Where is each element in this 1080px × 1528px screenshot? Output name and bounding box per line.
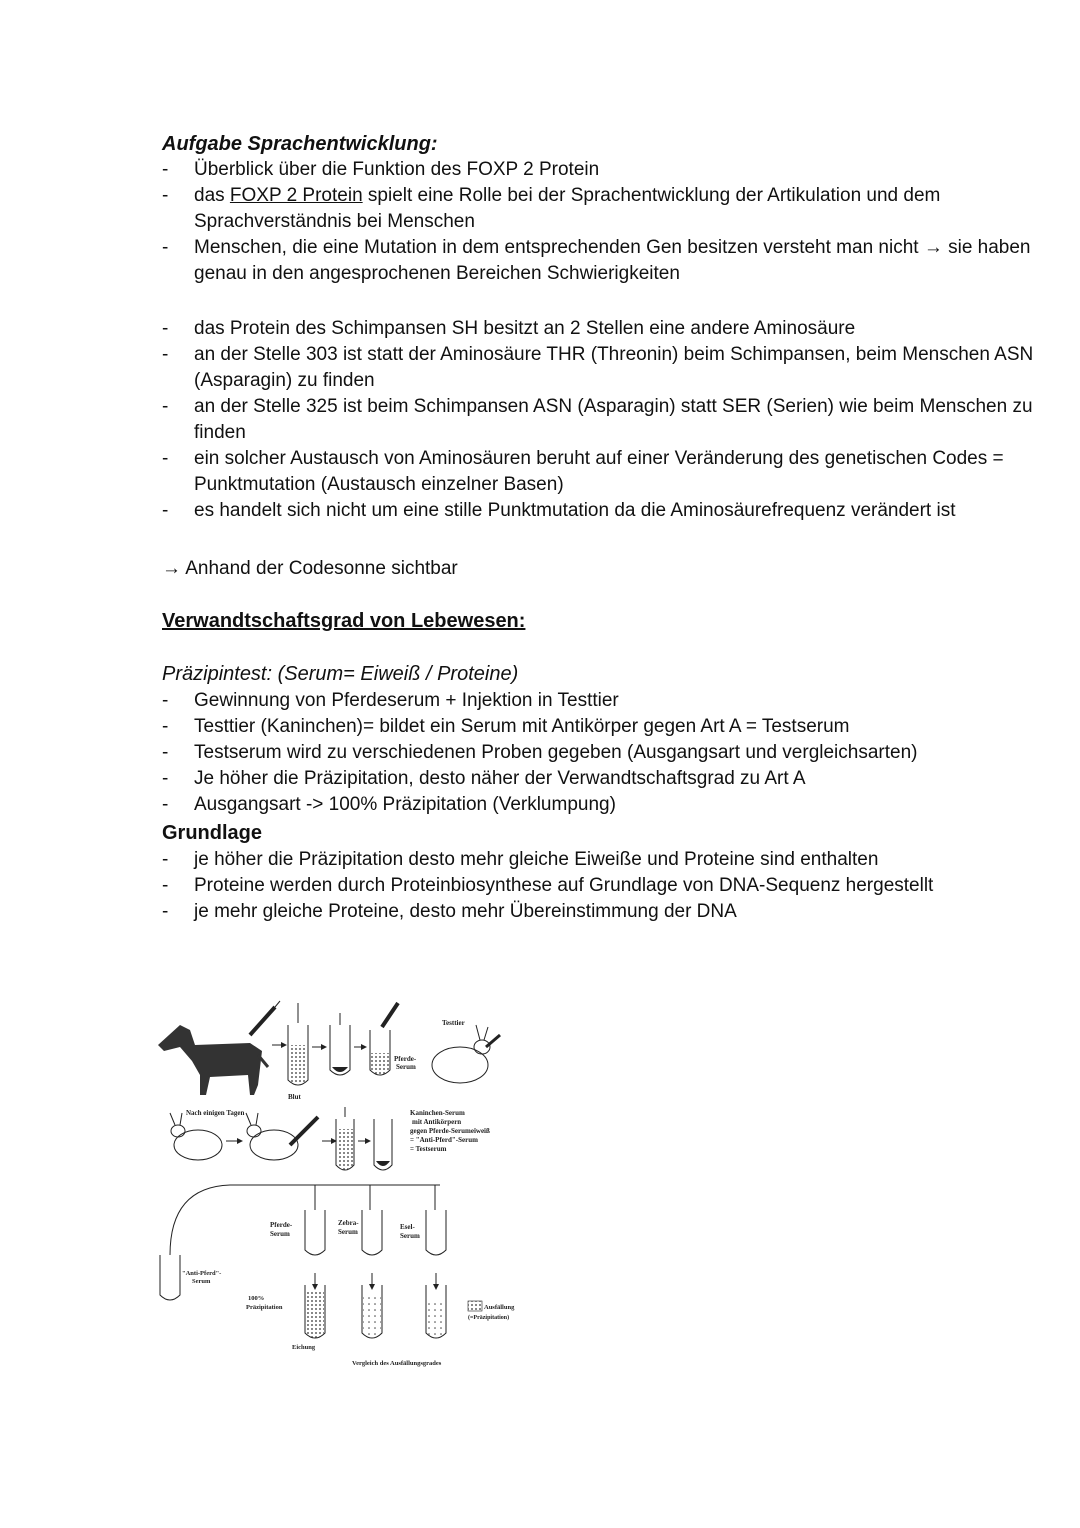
label-nach-einigen-tagen: Nach einigen Tagen [186, 1109, 245, 1117]
label-blut: Blut [288, 1093, 301, 1101]
list-item: - Je höher die Präzipitation, desto näher der Verwandtschaftsgrad zu Art A [162, 766, 1042, 792]
label-kaninchen-serum-3: gegen Pferde-Serumeiweiß [410, 1127, 490, 1135]
list-item: - Proteine werden durch Proteinbiosynthese auf Grundlage von DNA-Sequenz hergestellt [162, 873, 1042, 899]
syringe-icon [250, 1001, 280, 1035]
label-testtier: Testtier [442, 1019, 465, 1027]
label-eichung: Eichung [292, 1344, 316, 1351]
blood-tube [288, 1003, 308, 1085]
label-zebra: Zebra- [338, 1219, 359, 1227]
rabbit-icon [432, 1025, 490, 1083]
label-vergleich: Vergleich des Ausfällungsgrades [352, 1360, 442, 1367]
connector-line [315, 1185, 435, 1210]
label-anti-pferd-2: Serum [192, 1278, 211, 1285]
list-item [162, 183, 1042, 235]
label-pferde-2: Serum [270, 1230, 290, 1238]
label-100-percent: 100% [248, 1295, 265, 1302]
heading-verwandtschaftsgrad: Verwandtschaftsgrad von Lebewesen: [162, 610, 526, 632]
anti-pferd-tube [160, 1255, 180, 1300]
list-item: - je höher die Präzipitation desto mehr gleiche Eiweiße und Proteine sind enthalten [162, 847, 1042, 873]
list-item: - das Protein des Schimpansen SH besitzt an 2 Stellen eine andere Aminosäure [162, 316, 1042, 342]
zebra-serum-tube [362, 1210, 382, 1255]
list-grundlage [162, 847, 1042, 925]
list-item: - Menschen, die eine Mutation in dem entsprechenden Gen besitzen versteht man nicht → sie haben genau in den angesprochenen Bereichen Schwierigkeiten [162, 235, 1042, 287]
list-item: - an der Stelle 303 ist statt der Aminosäure THR (Threonin) beim Schimpansen, beim Menschen ASN (Asparagin) zu finden [162, 342, 1042, 394]
label-pferde: Pferde- [270, 1221, 293, 1229]
list-praezipintest [162, 688, 1042, 818]
heading-sprachentwicklung: Aufgabe Sprachentwicklung: [162, 133, 438, 155]
praezipitin-diagram [150, 995, 550, 1375]
label-pferde-serum-top: Pferde- [394, 1055, 417, 1063]
label-anti-pferd: "Anti-Pferd"- [182, 1270, 222, 1277]
rabbit-icon [170, 1113, 222, 1160]
subtitle-praezipintest: Präzipintest: (Serum= Eiweiß / Proteine) [162, 663, 519, 685]
list-schimpanse [162, 316, 1042, 524]
centrifuge-tube [374, 1119, 392, 1170]
text-fragment: das [194, 185, 230, 206]
list-item: - Testtier (Kaninchen)= bildet ein Serum mit Antikörper gegen Art A = Testserum [162, 714, 1042, 740]
label-kaninchen-serum-2: mit Antikörpern [412, 1118, 462, 1126]
list-item: - an der Stelle 325 ist beim Schimpansen ASN (Asparagin) statt SER (Serien) wie beim Menschen zu finden [162, 394, 1042, 446]
text-fragment: spielt eine Rolle bei der Sprachentwicklung der Artikulation und dem Sprachverständnis bei Menschen [194, 185, 941, 232]
list-item: - es handelt sich nicht um eine stille Punktmutation da die Aminosäurefrequenz verändert ist [162, 498, 1042, 524]
pferde-serum-tube [305, 1210, 325, 1255]
label-praezipitation: Präzipitation [246, 1304, 283, 1311]
list-item: - Testserum wird zu verschiedenen Proben gegeben (Ausgangsart und vergleichsarten) [162, 740, 1042, 766]
serum-tube [336, 1107, 354, 1170]
label-ausfaellung-2: (=Präzipitation) [468, 1315, 510, 1321]
label-zebra-2: Serum [338, 1228, 358, 1236]
label-kaninchen-serum: Kaninchen-Serum [410, 1109, 465, 1117]
underlined-term: FOXP 2 Protein [229, 185, 363, 206]
label-esel: Esel- [400, 1223, 415, 1231]
heading-grundlage: Grundlage [162, 822, 263, 844]
syringe-icon [486, 1035, 500, 1047]
serum-tube [370, 1003, 398, 1075]
list-item: - Überblick über die Funktion des FOXP 2 Protein [162, 157, 1042, 183]
list-item: - Ausgangsart -> 100% Präzipitation (Verklumpung) [162, 792, 1042, 818]
list-item: - Gewinnung von Pferdeserum + Injektion in Testtier [162, 688, 1042, 714]
label-kaninchen-serum-5: = Testserum [410, 1145, 447, 1153]
result-tube-esel [426, 1285, 446, 1338]
conclusion-line: → Anhand der Codesonne sichtbar [162, 558, 458, 579]
list-sprachentwicklung [162, 157, 1042, 287]
label-pferde-serum-top-2: Serum [396, 1063, 416, 1071]
label-ausfaellung: Ausfällung [484, 1304, 515, 1311]
label-esel-2: Serum [400, 1232, 420, 1240]
list-item: - je mehr gleiche Proteine, desto mehr Übereinstimmung der DNA [162, 899, 1042, 925]
legend-swatch [468, 1301, 482, 1311]
result-tube-pferd [305, 1285, 325, 1338]
result-tube-zebra [362, 1285, 382, 1338]
label-kaninchen-serum-4: = "Anti-Pferd"-Serum [410, 1136, 478, 1144]
centrifuge-tube [330, 1013, 350, 1075]
list-item: - ein solcher Austausch von Aminosäuren beruht auf einer Veränderung des genetischen Codes = Punktmutation (Austausch einzelner Basen) [162, 446, 1042, 498]
esel-serum-tube [426, 1210, 446, 1255]
rabbit-icon [246, 1113, 318, 1160]
